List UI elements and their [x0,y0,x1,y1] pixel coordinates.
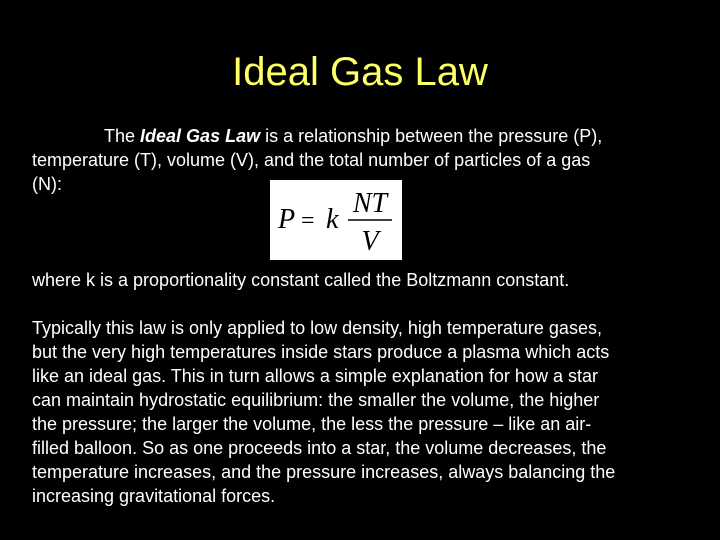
body-line: but the very high temperatures inside stars produce a plasma which acts [32,342,610,362]
slide-title: Ideal Gas Law [232,50,488,94]
intro-term: Ideal Gas Law [140,126,261,146]
body-line: filled balloon. So as one proceeds into a star, the volume decreases, the [32,438,607,458]
formula-numerator: NT [352,188,388,219]
constant-note: where k is a proportionality constant called the Boltzmann constant. [32,270,570,290]
formula-equals: = [301,208,315,234]
intro-line-2: temperature (T), volume (V), and the total number of particles of a gas [32,150,591,170]
intro-pre: The [104,126,141,146]
body-line: can maintain hydrostatic equilibrium: the smaller the volume, the higher [32,390,600,410]
body-line: the pressure; the larger the volume, the less the pressure – like an air- [32,414,592,434]
body-line: increasing gravitational forces. [32,486,276,506]
formula-lhs: P [278,204,296,235]
formula-coef: k [326,204,339,235]
body-line: Typically this law is only applied to low density, high temperature gases, [32,318,602,338]
formula-denominator: V [361,226,379,257]
formula-image [270,180,402,260]
body-paragraph [32,316,692,508]
body-line: temperature increases, and the pressure increases, always balancing the [32,462,616,482]
body-line: like an ideal gas. This in turn allows a simple explanation for how a star [32,366,598,386]
intro-line-1: is a relationship between the pressure (P), [260,126,603,146]
intro-line-3: (N): [32,174,62,194]
